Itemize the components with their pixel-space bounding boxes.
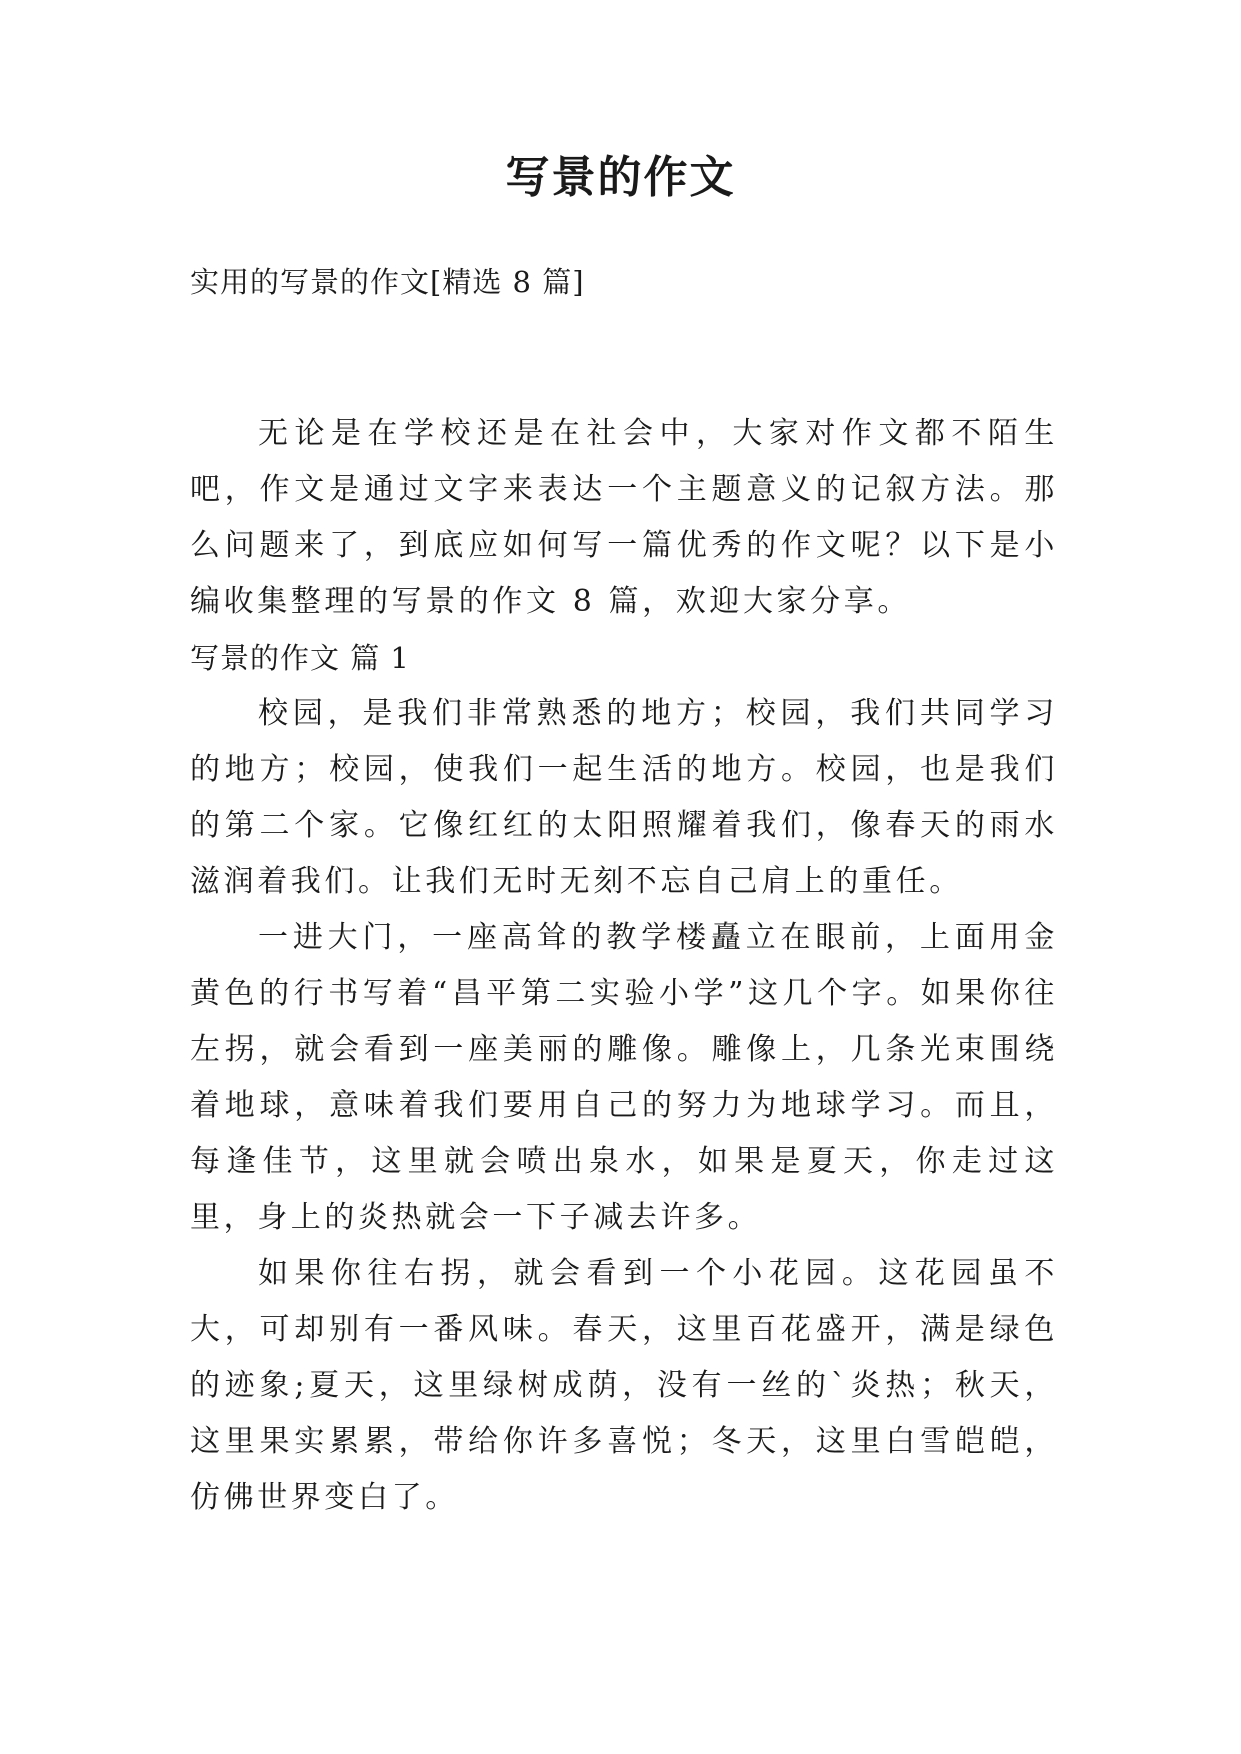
intro-paragraph: 无论是在学校还是在社会中，大家对作文都不陌生吧，作文是通过文字来表达一个主题意义的记叙方法。那么问题来了，到底应如何写一篇优秀的作文呢？以下是小编收集整理的写景的作文 8 篇，欢迎大家分享。 <box>190 416 1058 619</box>
body-paragraph: 校园，是我们非常熟悉的地方；校园，我们共同学习的地方；校园，使我们一起生活的地方。校园，也是我们的第二个家。它像红红的太阳照耀着我们，像春天的雨水滋润着我们。让我们无时无刻不忘自己肩上的重任。 <box>190 696 1058 899</box>
body-paragraph: 如果你往右拐，就会看到一个小花园。这花园虽不大，可却别有一番风味。春天，这里百花盛开，满是绿色的迹象;夏天，这里绿树成荫，没有一丝的`炎热；秋天，这里果实累累，带给你许多喜悦；冬天，这里白雪皑皑，仿佛世界变白了。 <box>190 1256 1058 1515</box>
document-body <box>190 406 1058 1526</box>
document-subtitle: 实用的写景的作文[精选 8 篇] <box>190 265 585 299</box>
document-title: 写景的作文 <box>505 152 736 203</box>
section-heading: 写景的作文 篇 1 <box>190 641 410 675</box>
body-paragraph: 一进大门，一座高耸的教学楼矗立在眼前，上面用金黄色的行书写着“昌平第二实验小学”这几个字。如果你往左拐，就会看到一座美丽的雕像。雕像上，几条光束围绕着地球，意味着我们要用自己的努力为地球学习。而且，每逢佳节，这里就会喷出泉水，如果是夏天，你走过这里，身上的炎热就会一下子减去许多。 <box>190 920 1058 1235</box>
